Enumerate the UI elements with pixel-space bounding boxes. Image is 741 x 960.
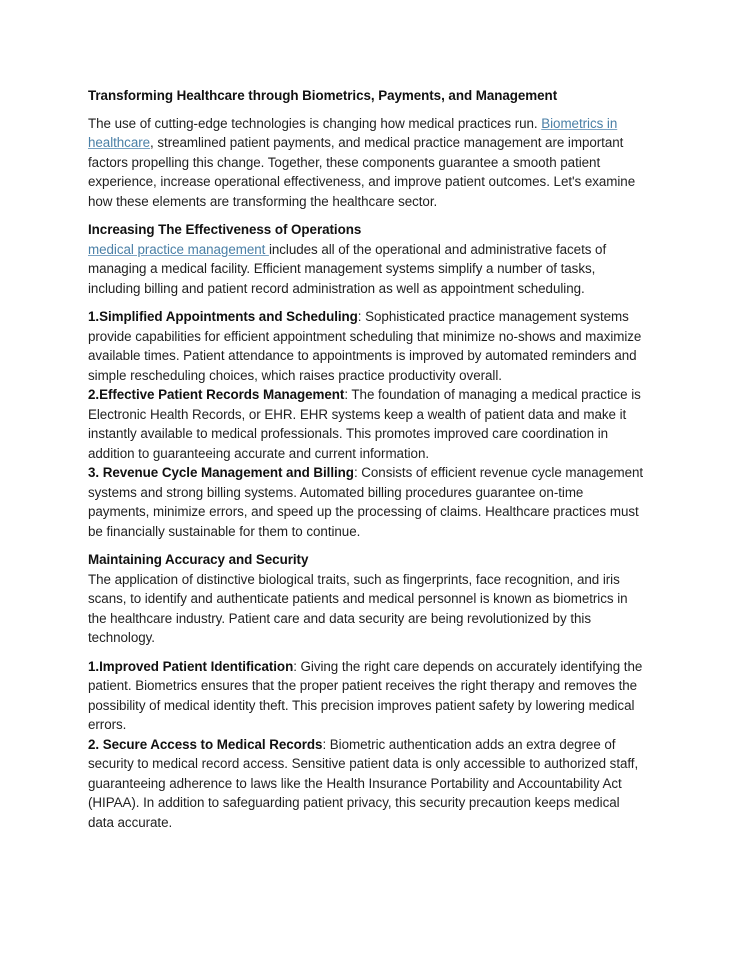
section1-item-1-text: : Sophisticated practice management systems provide capabilities for efficient appointment scheduling that minimize no-shows and maximize available times. Patient attendance to appointments is improved by automated reminders and simple rescheduling choices, which raises practice productivity overall. [88, 309, 642, 383]
section1-item-1 [88, 307, 648, 385]
section1-text: includes all of the operational and administrative facets of managing a medical facility. Efficient management systems simplify a number of tasks, including billing and patient record administration as well as appointment scheduling. [88, 241, 607, 296]
section1-item-3-label: 3. Revenue Cycle Management and Billing [88, 465, 354, 480]
section2-paragraph [88, 550, 648, 648]
section1-item-2-label: 2.Effective Patient Records Management [88, 387, 345, 402]
section1-heading: Increasing The Effectiveness of Operations [88, 222, 362, 237]
section1-item-2 [88, 385, 648, 463]
medical-practice-management-link[interactable]: medical practice management [88, 241, 269, 257]
section1-paragraph [88, 220, 648, 298]
section1-item-3-text: : Consists of efficient revenue cycle management systems and strong billing systems. Automated billing procedures guarantee on-time payments, minimize errors, and speed up the processing of claims. Healthcare practices must be financially sustainable for them to continue. [88, 465, 644, 539]
document-title: Transforming Healthcare through Biometrics, Payments, and Management [88, 88, 558, 103]
document-page [88, 86, 648, 832]
intro-paragraph [88, 114, 648, 212]
section1-item-1-label: 1.Simplified Appointments and Scheduling [88, 309, 358, 324]
biometrics-in-healthcare-link[interactable]: Biometrics in healthcare [88, 115, 618, 150]
section1-item-2-text: : The foundation of managing a medical practice is Electronic Health Records, or EHR. EHR systems keep a wealth of patient data and make it instantly available to medical professionals. This promotes improved care coordination in addition to guaranteeing accurate and current information. [88, 387, 641, 461]
section2-item-1-text: : Giving the right care depends on accurately identifying the patient. Biometrics ensures that the proper patient receives the right therapy and removes the possibility of medical identity theft. This precision improves patient safety by lowering medical errors. [88, 658, 643, 732]
section2-heading: Maintaining Accuracy and Security [88, 552, 309, 567]
section2-item-2 [88, 735, 648, 833]
intro-text-before: The use of cutting-edge technologies is changing how medical practices run. [88, 115, 542, 131]
intro-text-after: , streamlined patient payments, and medical practice management are important factors propelling this change. Together, these components guarantee a smooth patient experience, increase operational effectiveness, and improve patient outcomes. Let's examine how these elements are transforming the healthcare sector. [88, 135, 636, 209]
section2-item-2-text: : Biometric authentication adds an extra degree of security to medical record access. Sensitive patient data is only accessible to authorized staff, guaranteeing adherence to laws like the Health Insurance Portability and Accountability Act (HIPAA). In addition to safeguarding patient privacy, this security precaution keeps medical data accurate. [88, 736, 639, 830]
section1-item-3 [88, 463, 648, 541]
section2-item-1 [88, 657, 648, 735]
section2-item-2-label: 2. Secure Access to Medical Records [88, 736, 323, 752]
section2-text: The application of distinctive biological traits, such as fingerprints, face recognition, and iris scans, to identify and authenticate patients and medical personnel is known as biometrics in the healthcare industry. Patient care and data security are being revolutionized by this technology. [88, 571, 628, 645]
section2-item-1-label: 1.Improved Patient Identification [88, 658, 294, 674]
